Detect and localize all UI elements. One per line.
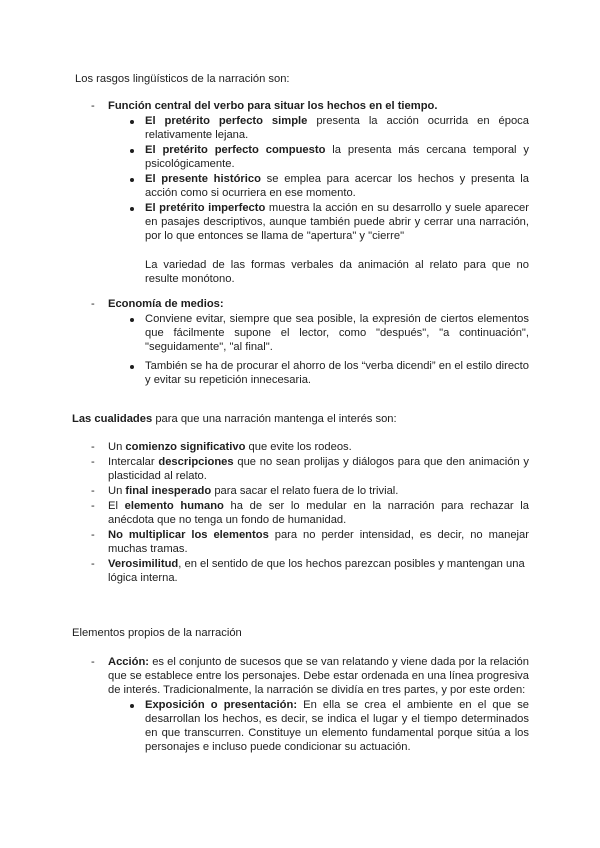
cualidad-comienzo: Un comienzo significativo que evite los rodeos.: [108, 441, 352, 453]
section-title-cualidades: Las cualidades para que una narración mantenga el interés son:: [72, 413, 397, 425]
cualidad-final: Un final inesperado para sacar el relato fuera de lo trivial.: [108, 485, 399, 497]
bullet-preterito-simple-line1: El pretérito perfecto simple presenta la acción ocurrida en época: [145, 115, 529, 127]
bullet-exposicion-line2: desarrollan los hechos, es decir, se indica el lugar y el tiempo determinados: [145, 713, 529, 725]
dash-marker: -: [91, 456, 95, 468]
bullet-preterito-imperfecto-line1: El pretérito imperfecto muestra la acción en su desarrollo y suele aparecer: [145, 202, 529, 214]
dash-marker: -: [91, 529, 95, 541]
bullet-presente-historico-line1: El presente histórico se emplea para acercar los hechos y presenta la: [145, 173, 529, 185]
cualidad-descripciones-line1: Intercalar descripciones que no sean prolijas y diálogos para que den animación y: [108, 456, 530, 468]
dash-marker: -: [91, 656, 95, 668]
bullet-icon: [130, 704, 134, 708]
bullet-icon: [130, 318, 134, 322]
bullet-tambien-line2: y evitar su repetición innecesaria.: [145, 374, 312, 386]
bullet-conviene-line3: "seguidamente", "al final".: [145, 341, 273, 353]
dash-marker: -: [91, 485, 95, 497]
cualidad-verosimilitud-line2: lógica interna.: [108, 572, 178, 584]
item-heading-funcion-verbo: Función central del verbo para situar los hechos en el tiempo.: [108, 100, 438, 112]
cualidad-humano-line1: El elemento humano ha de ser lo medular en la narración para rechazar la: [108, 500, 530, 512]
bullet-tambien-line1: También se ha de procurar el ahorro de los “verba dicendi” en el estilo directo: [145, 360, 529, 372]
bullet-exposicion-line3: en que transcurren. Constituye un elemento fundamental porque sitúa a los: [145, 727, 529, 739]
section-title-elementos: Elementos propios de la narración: [72, 627, 242, 639]
bullet-preterito-compuesto-line1: El pretérito perfecto compuesto la presenta más cercana temporal y: [145, 144, 530, 156]
bullet-preterito-compuesto-line2: psicológicamente.: [145, 158, 235, 170]
bullet-icon: [130, 207, 134, 211]
bullet-preterito-imperfecto-line2: en pasajes descriptivos, aunque también puede abrir y cerrar una narración,: [145, 216, 529, 228]
cualidad-humano-line2: anécdota que no tenga un fondo de humanidad.: [108, 514, 347, 526]
cualidad-descripciones-line2: plasticidad al relato.: [108, 470, 207, 482]
accion-line3: de interés. Tradicionalmente, la narración se dividía en tres partes, y por este orden:: [108, 684, 526, 696]
dash-marker: -: [91, 298, 95, 310]
dash-marker: -: [91, 500, 95, 512]
accion-line2: que se establece entre los personajes. Debe estar ordenada en una línea progresiva: [108, 670, 529, 682]
bullet-presente-historico-line2: acción como si ocurriera en ese momento.: [145, 187, 356, 199]
bullet-conviene-line2: que fácilmente supone el lector, como "después", "a continuación",: [145, 327, 529, 339]
bullet-icon: [130, 120, 134, 124]
bullet-preterito-simple-line2: relativamente lejana.: [145, 129, 249, 141]
accion-line1: Acción: es el conjunto de sucesos que se van relatando y viene dada por la relación: [108, 656, 529, 668]
bullet-exposicion-line1: Exposición o presentación: En ella se crea el ambiente en el que se: [145, 699, 530, 711]
item-heading-economia: Economía de medios:: [108, 298, 224, 310]
note-variedad-line2: resulte monótono.: [145, 273, 235, 285]
bullet-preterito-imperfecto-line3: por lo que entonces se llama de "apertura" y "cierre": [145, 230, 405, 242]
section-title-rasgos: Los rasgos lingüísticos de la narración son:: [75, 73, 290, 85]
cualidad-no-multiplicar-line1: No multiplicar los elementos para no perder intensidad, es decir, no manejar: [108, 529, 529, 541]
bullet-conviene-line1: Conviene evitar, siempre que sea posible, la expresión de ciertos elementos: [145, 313, 529, 325]
bullet-icon: [130, 365, 134, 369]
bullet-icon: [130, 178, 134, 182]
dash-marker: -: [91, 100, 95, 112]
dash-marker: -: [91, 558, 95, 570]
cualidad-verosimilitud-line1: Verosimilitud, en el sentido de que los hechos parezcan posibles y mantengan una: [108, 558, 525, 570]
bullet-exposicion-line4: personajes e incluso puede condicionar su actuación.: [145, 741, 411, 753]
dash-marker: -: [91, 441, 95, 453]
cualidad-no-multiplicar-line2: muchas tramas.: [108, 543, 188, 555]
bullet-icon: [130, 149, 134, 153]
note-variedad-line1: La variedad de las formas verbales da animación al relato para que no: [145, 259, 529, 271]
